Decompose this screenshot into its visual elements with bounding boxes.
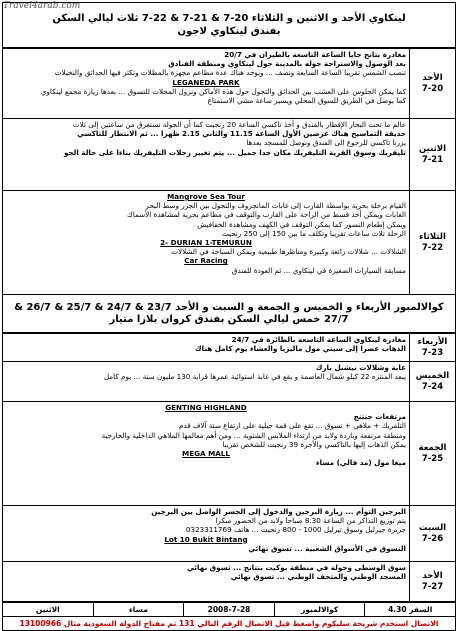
day-name: الأحد bbox=[422, 72, 443, 83]
description-line: التسوق في الأسواق الشعبية ... تسوق نهائي bbox=[248, 543, 406, 553]
description-line: يمكن الذهاب إليها بالتاكسي والأجرة 39 رنجيت للشخص تقريبا bbox=[222, 439, 406, 449]
section1-table bbox=[2, 48, 456, 295]
day-description bbox=[3, 334, 410, 362]
section2-title: كوالالمبور الأربعاء و الخميس و الجمعة و السبت و الأحد 23/7 & 24/7 & 25/7 & 26/7 & 27/7 خمس ليالي السكن بفندق كروان بلازا متيار bbox=[2, 295, 456, 333]
day-cell bbox=[410, 562, 456, 602]
description-line: MEGA MALL bbox=[182, 449, 230, 459]
description-line: مغادرة بتانج جايا الساعة التاسعة بالطيران في 20/7 bbox=[224, 50, 406, 59]
footer-cell: مساء bbox=[93, 603, 184, 617]
description-line: 2- DURIAN 1-TEMURUN bbox=[160, 238, 252, 248]
footer-cell: السفر 4.30 bbox=[365, 603, 456, 617]
description-line: ومنطقة مرتفعة وباردة ولابد من ارتداء الملابس الشتوية ... ومن أهم معالمها الملاهي الداخلية والخارجية bbox=[101, 430, 406, 440]
description-line: GENTING HIGHLAND bbox=[165, 403, 247, 412]
day-name: السبت bbox=[418, 522, 447, 533]
footer-cell: كوالالمبور bbox=[274, 603, 365, 617]
description-line: التلفريك + ملاهي + تسوق ... تقع على قمة جبلية على ارتفاع ستة آلاف قدم bbox=[179, 421, 406, 431]
day-name: الجمعة bbox=[418, 442, 447, 453]
section1-title: لينكاوي الأحد و الاثنين و الثلاثاء 20-7 & 21-7 & 22-7 ثلاث ليالي السكن بفندق لينكاوي لاجون bbox=[2, 2, 456, 48]
description-line: تنصب الشمس تقريبا الساعة السابعة ونصف ... ويوجد هناك عدة مطاعم مجهزة بالمظلات وتكثر فيها الحدائق والنخيلات bbox=[54, 68, 406, 78]
itinerary-page bbox=[2, 2, 456, 628]
section2-table bbox=[2, 333, 456, 602]
footer-note: الاتصال استخدم شريحة سليكوم واضغط قبل الاتصال الرقم التالي 131 ثم مفتاح الدولة السعودية مثال 13100966 bbox=[2, 617, 456, 631]
day-cell bbox=[410, 506, 456, 562]
day-cell bbox=[410, 402, 456, 506]
day-name: الأحد bbox=[422, 570, 443, 581]
description-line: كما يمكن الجلوس على العشب بين الحدائق والتجول حول هذه الأماكن ونزول المحلات للتسوق ... بعدها زيارة مجمع لينكاوي bbox=[40, 86, 406, 96]
day-cell bbox=[410, 49, 456, 119]
site-watermark: Travel4arab.com bbox=[3, 1, 81, 11]
day-date: 7-27 bbox=[421, 581, 444, 592]
footer-cell: 2008-7-28 bbox=[184, 603, 275, 617]
day-description bbox=[3, 191, 410, 295]
description-line: مرتفعات جنتنج bbox=[353, 412, 406, 422]
description-line: مغادرة لينكاوي الساعة التاسعة بالطائرة في 24/7 bbox=[231, 335, 406, 344]
description-line: الذهاب عصرا إلى سيتي مول ماليزيا والعشاء يوم كامل هناك bbox=[195, 344, 406, 354]
description-line: المسجد الوطني والمتحف الوطني ... تسوق نهائي bbox=[230, 572, 406, 582]
day-description bbox=[3, 362, 410, 402]
description-line: الغابات ويمكن أخذ قسط من الراحة على القارب والتوقف في مطاعم بحرية لمشاهدة الأسماك bbox=[126, 210, 406, 220]
day-row bbox=[3, 506, 456, 562]
description-line: تليفريك وسوق القرية التليفريك مكان جدا جميل ... يتم تغيير رحلات التليفريك بناءا على حالة الجو bbox=[64, 147, 406, 157]
day-row bbox=[3, 119, 456, 191]
description-line: جزيرة جيرليل وسوق تيرليل 1000 - 800 رنجيت ... هاتف 0323311769 bbox=[185, 525, 406, 535]
day-date: 7-20 bbox=[421, 83, 444, 94]
day-date: 7-23 bbox=[421, 347, 444, 358]
day-cell bbox=[410, 334, 456, 362]
description-line: كما يوصل في الطريق للسوق المحلي ويسير ساعة مشي الاستمتاع bbox=[207, 96, 406, 106]
description-line: LEGANEDA PARK bbox=[172, 77, 240, 87]
day-description bbox=[3, 506, 410, 562]
description-line: القيام برحلة بحرية بواسطة القارب إلى غابات المانجروف والتجول بين الجزر وسط البحر bbox=[145, 201, 406, 211]
day-date: 7-25 bbox=[421, 453, 444, 464]
day-description bbox=[3, 562, 410, 602]
day-name: الثلاثاء bbox=[419, 231, 446, 242]
day-cell bbox=[410, 119, 456, 191]
description-line: عالم ما تحت البحار الإفطار بالفندق و أخذ تاكسي الساعة 20 رنجيت كما أن الجولة تستغرق من ساعتين إلى ثلاث bbox=[72, 120, 406, 129]
footer-table bbox=[2, 602, 456, 617]
day-name: الاثنين bbox=[418, 143, 447, 154]
description-line: يبعد المنتزه 22 كيلو شمال العاصمة و يقع في غابة استوائية عمرها قرابة 130 مليون سنة ... يوم كامل bbox=[103, 372, 406, 382]
description-line: بعد الوصول والاستراحة جوله بالمدينة حول لينكاوي ومنطقة الفنادق bbox=[168, 59, 406, 69]
day-cell bbox=[410, 362, 456, 402]
description-line: يتم توزيع التذاكر من الساعة 8.30 صباحا ولابد من الحضور مبكرا bbox=[215, 516, 406, 526]
description-line: Mangrove Sea Tour bbox=[167, 192, 245, 201]
description-line: حديقة التماسيح هناك عرضين الأول الساعة 11.15 والثاني 2.15 ظهرا ... ثم الانتظار للتاكسي bbox=[77, 129, 406, 139]
day-row bbox=[3, 562, 456, 602]
day-description bbox=[3, 402, 410, 506]
day-date: 7-22 bbox=[421, 242, 444, 253]
day-row bbox=[3, 49, 456, 119]
day-name: الخميس bbox=[415, 370, 450, 381]
description-line: يزرنا تاكسي للرجوع الى الفندق ونوصل للمسجد بعدها bbox=[246, 138, 406, 148]
description-line: البرجين التوأم ... زيارة البرجين والدخول إلى الجسر الواصل بين البرجين bbox=[151, 507, 406, 516]
description-line: سوق الوسطى وجولة في منطقة بوكيت بنتانج ... تسوق نهائي bbox=[187, 563, 406, 572]
day-row bbox=[3, 334, 456, 362]
day-row bbox=[3, 362, 456, 402]
day-date: 7-21 bbox=[421, 154, 444, 165]
footer-row bbox=[3, 603, 456, 617]
description-line: ويمكن إطعام النسور كما يمكن التوقف في الكهف ومشاهدة الخفافيش bbox=[197, 219, 406, 229]
day-date: 7-26 bbox=[421, 533, 444, 544]
day-date: 7-24 bbox=[421, 381, 444, 392]
day-row bbox=[3, 191, 456, 295]
description-line: Car Racing bbox=[184, 256, 228, 266]
description-line: مسابقة السيارات الصغيرة في لينكاوي ... ثم العودة للفندق bbox=[231, 265, 406, 275]
description-line: ميغا مول (مد فالي) مساء bbox=[315, 458, 406, 468]
day-description bbox=[3, 49, 410, 119]
description-line: Lot 10 Bukit Bintang bbox=[164, 534, 248, 544]
description-line: الشلالات ... شلالات رائعة وكبيرة ومناظرها طبيعية ويمكن السباحة في الشلالات bbox=[171, 247, 406, 257]
description-line: الرحلة ثلاث ساعات تقريبا وتكلف ما بين 150 إلى 250 رنجيت bbox=[221, 228, 406, 238]
day-row bbox=[3, 402, 456, 506]
day-name: الأربعاء bbox=[417, 336, 448, 347]
footer-cell: الاثنين bbox=[3, 603, 94, 617]
day-cell bbox=[410, 191, 456, 295]
description-line: غابة وشلالات نيشنل بارك bbox=[315, 363, 406, 372]
day-description bbox=[3, 119, 410, 191]
